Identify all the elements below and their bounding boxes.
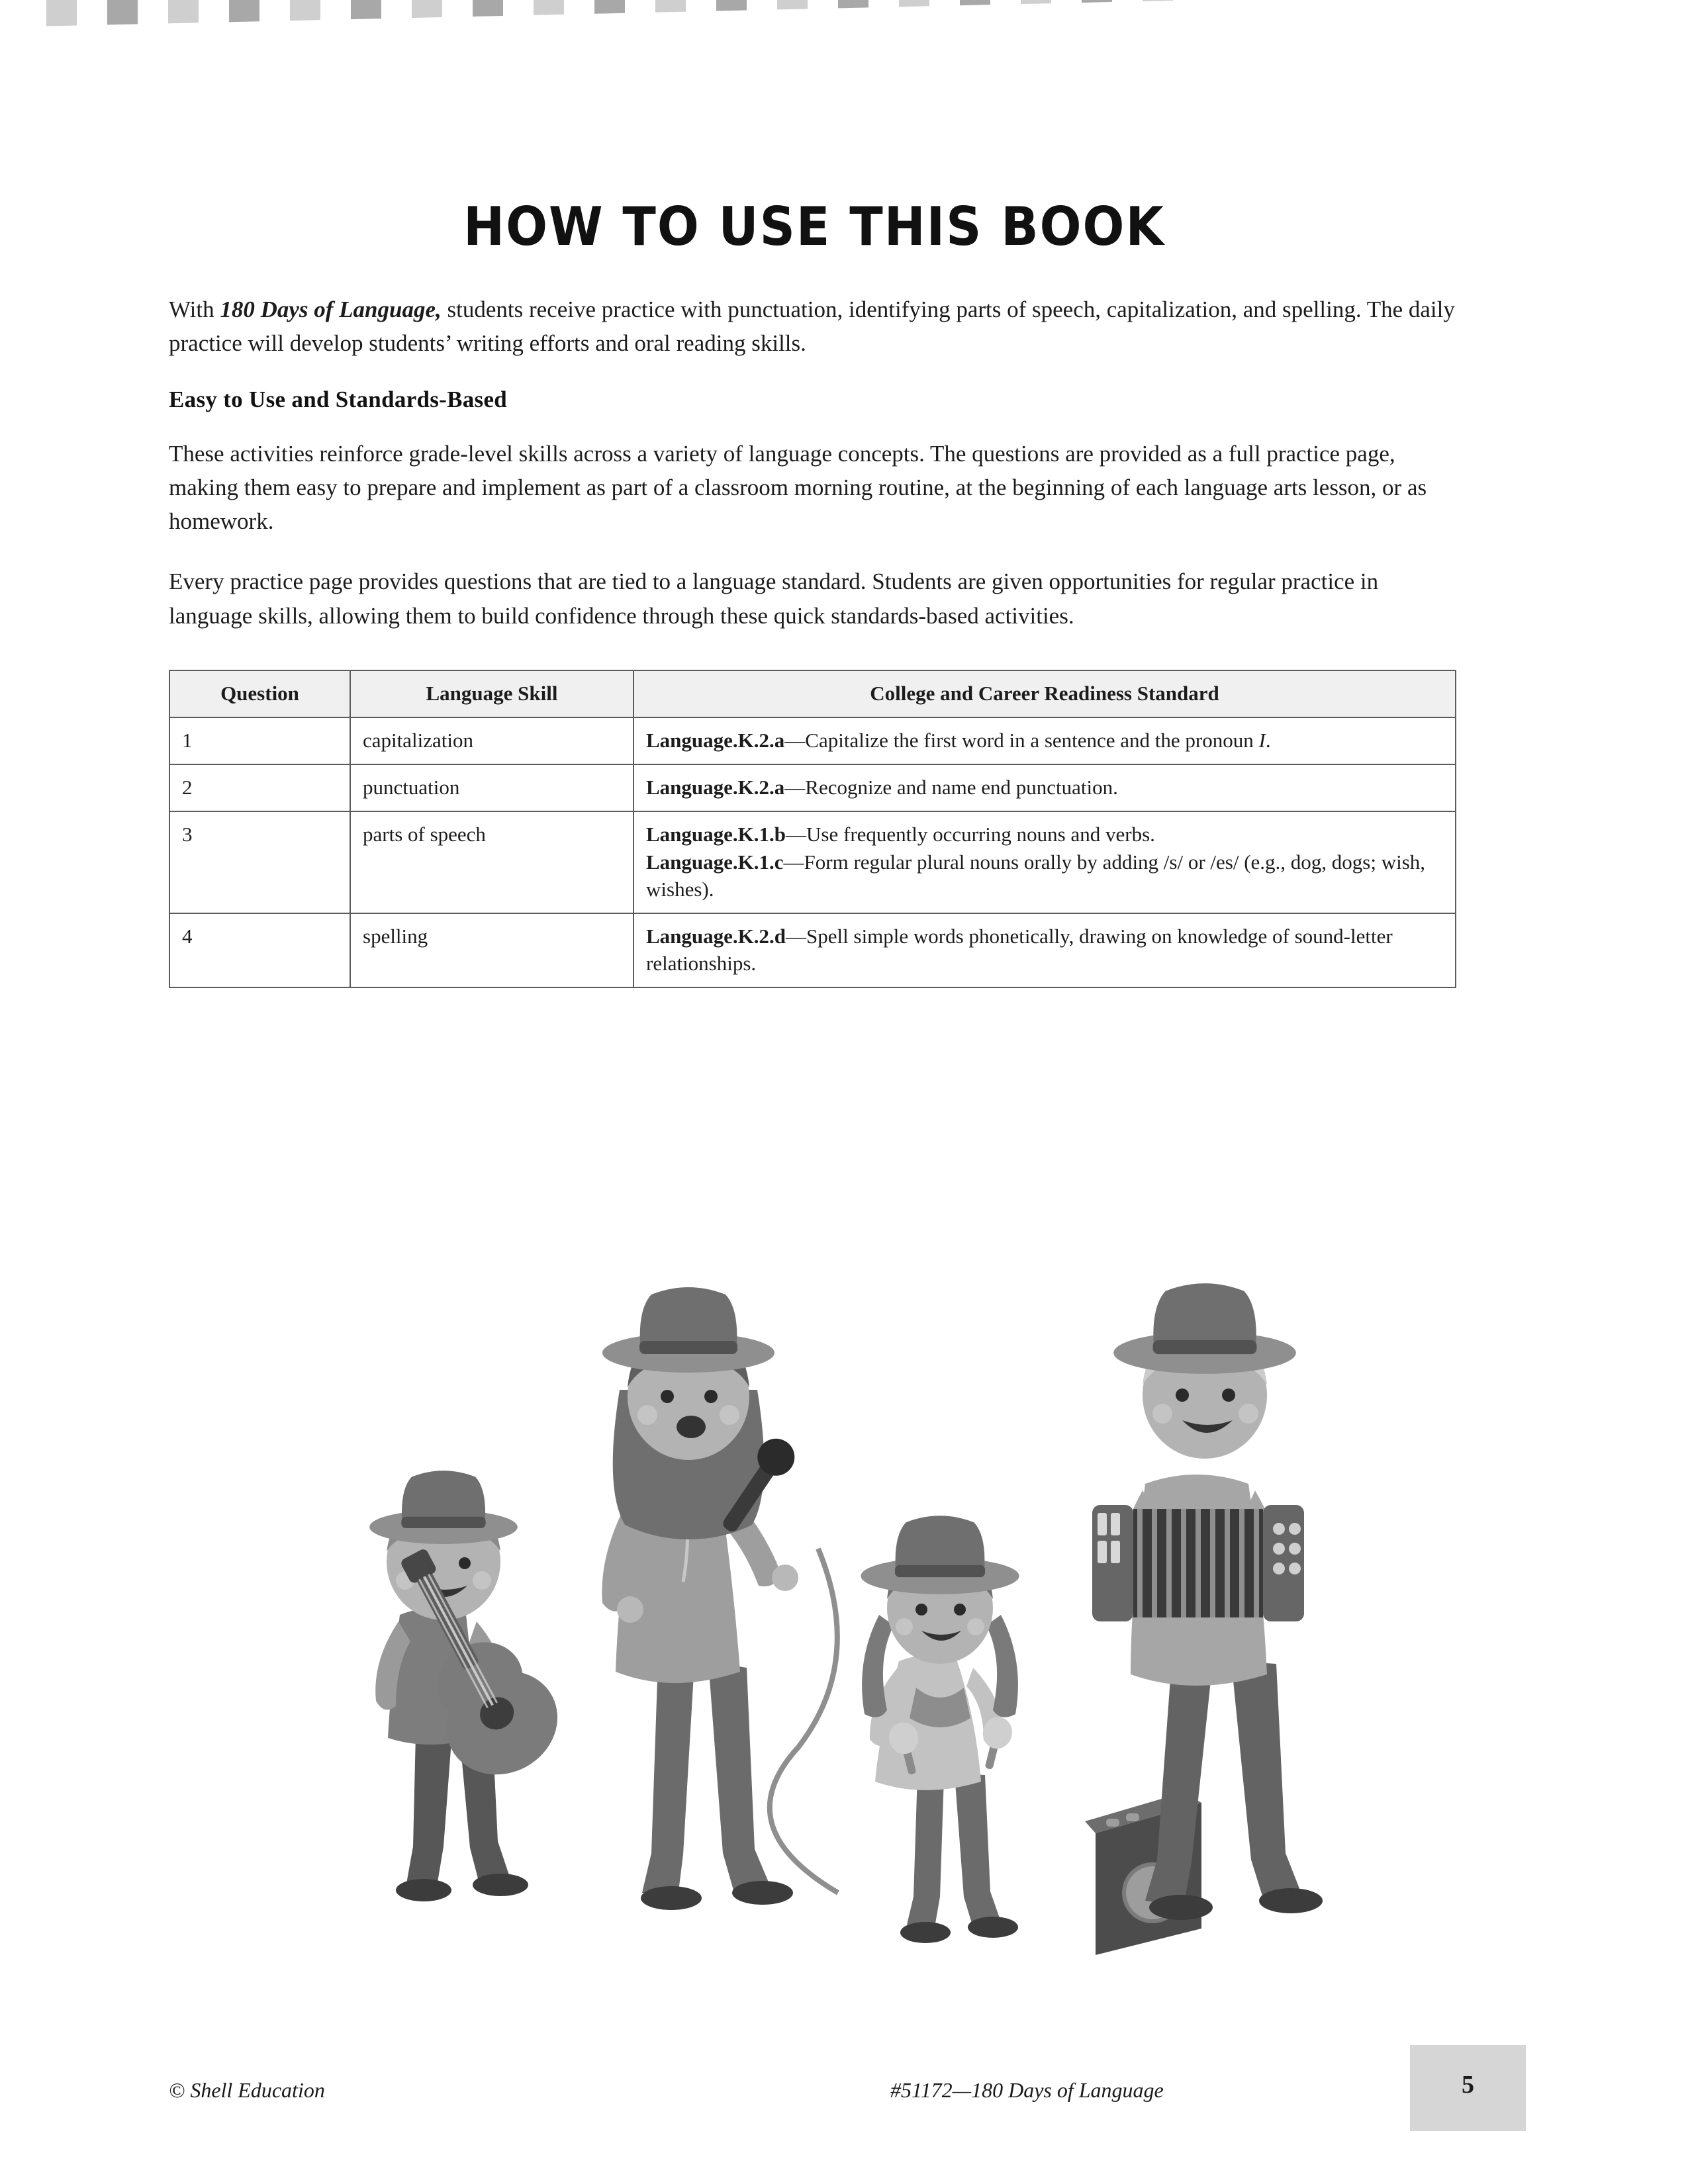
cell-question-number: 3 bbox=[169, 811, 350, 913]
standard-text: Use frequently occurring nouns and verbs. bbox=[806, 823, 1155, 846]
page-content bbox=[169, 196, 1460, 988]
page-footer bbox=[169, 2078, 1532, 2118]
standard-text: Spell simple words phonetically, drawing on knowledge of sound-letter relationships. bbox=[646, 924, 1393, 976]
standard-code: Language.K.1.c bbox=[646, 850, 784, 874]
column-header-standard: College and Career Readiness Standard bbox=[633, 670, 1456, 717]
intro-after: students receive practice with punctuation, identifying parts of speech, capitalization, and spelling. The daily practice will develop students’ writing efforts and oral reading skills. bbox=[169, 296, 1455, 357]
cell-language-skill: parts of speech bbox=[350, 811, 633, 913]
banner-dot bbox=[939, 77, 956, 95]
cell-standard bbox=[633, 913, 1456, 987]
standard-code: Language.K.2.d bbox=[646, 924, 786, 948]
page-number: 5 bbox=[1462, 2071, 1474, 2099]
intro-paragraph bbox=[169, 293, 1460, 360]
section-paragraph-1: These activities reinforce grade-level skills across a variety of language concepts. The questions are provided as a full practice page, making them easy to prepare and implement as part of a classroom morning routine, at the beginning of each language arts lesson, or as homework. bbox=[169, 441, 1427, 535]
banner-dot bbox=[1035, 76, 1053, 93]
book-title: 180 Days of Language, bbox=[220, 296, 442, 322]
table-row bbox=[169, 717, 1456, 764]
cell-standard bbox=[633, 717, 1456, 764]
table-row bbox=[169, 913, 1456, 987]
standard-code: Language.K.1.b bbox=[646, 823, 786, 846]
section-subhead: Easy to Use and Standards-Based bbox=[169, 387, 508, 413]
standard-text: Capitalize the first word in a sentence and the pronoun bbox=[805, 728, 1259, 752]
standard-code: Language.K.2.a bbox=[646, 728, 785, 752]
cell-language-skill: spelling bbox=[350, 913, 633, 987]
standard-line: Language.K.2.a—Capitalize the first word in a sentence and the pronoun I. bbox=[646, 728, 1271, 752]
standard-line: Language.K.1.b—Use frequently occurring nouns and verbs. bbox=[646, 823, 1155, 846]
standard-italic-term: I bbox=[1258, 728, 1266, 752]
boy-guitarist bbox=[362, 1471, 576, 1901]
decorative-banner bbox=[46, 0, 1635, 122]
cell-standard bbox=[633, 811, 1456, 913]
standards-table-body bbox=[169, 717, 1456, 988]
standard-code: Language.K.2.a bbox=[646, 776, 785, 799]
banner-dot bbox=[552, 83, 569, 101]
woman-singer bbox=[602, 1287, 838, 1910]
standard-text: Form regular plural nouns orally by adding /s/ or /es/ (e.g., dog, dogs; wish, wishes). bbox=[646, 850, 1426, 901]
standards-table-head bbox=[169, 670, 1456, 717]
standard-line: Language.K.2.a—Recognize and name end punctuation. bbox=[646, 776, 1118, 799]
cell-question-number: 2 bbox=[169, 764, 350, 811]
column-header-question: Question bbox=[169, 670, 350, 717]
cell-language-skill: punctuation bbox=[350, 764, 633, 811]
page-title: HOW TO USE THIS BOOK bbox=[463, 196, 1165, 258]
banner-dot bbox=[262, 88, 279, 105]
banner-dot bbox=[745, 81, 763, 98]
cell-question-number: 1 bbox=[169, 717, 350, 764]
banner-dot bbox=[165, 89, 183, 107]
cell-standard bbox=[633, 764, 1456, 811]
page-number-box bbox=[1410, 2045, 1526, 2131]
banner-dot bbox=[359, 87, 376, 104]
girl-maracas bbox=[861, 1516, 1019, 1943]
standard-line: Language.K.1.c—Form regular plural nouns orally by adding /s/ or /es/ (e.g., dog, dogs; wish, wishes). bbox=[646, 850, 1426, 901]
table-row bbox=[169, 811, 1456, 913]
column-header-skill: Language Skill bbox=[350, 670, 633, 717]
footer-publisher: © Shell Education bbox=[169, 2078, 325, 2102]
standard-text: Recognize and name end punctuation. bbox=[805, 776, 1118, 799]
intro-before: With bbox=[169, 296, 220, 322]
banner-dot bbox=[455, 85, 473, 102]
section-paragraph-2: Every practice page provides questions that are tied to a language standard. Students are given opportunities for regular practice in language skills, allowing them to build confidence through these quick standards-based activities. bbox=[169, 569, 1379, 629]
standard-line: Language.K.2.d—Spell simple words phonetically, drawing on knowledge of sound-letter relationships. bbox=[646, 924, 1393, 976]
table-header-row bbox=[169, 670, 1456, 717]
table-row bbox=[169, 764, 1456, 811]
family-band-illustration bbox=[278, 1238, 1403, 1992]
cell-question-number: 4 bbox=[169, 913, 350, 987]
cell-language-skill: capitalization bbox=[350, 717, 633, 764]
banner-dot bbox=[649, 82, 666, 99]
banner-dot bbox=[842, 79, 859, 96]
footer-book-reference: #51172—180 Days of Language bbox=[890, 2078, 1164, 2102]
standards-table bbox=[169, 670, 1456, 989]
